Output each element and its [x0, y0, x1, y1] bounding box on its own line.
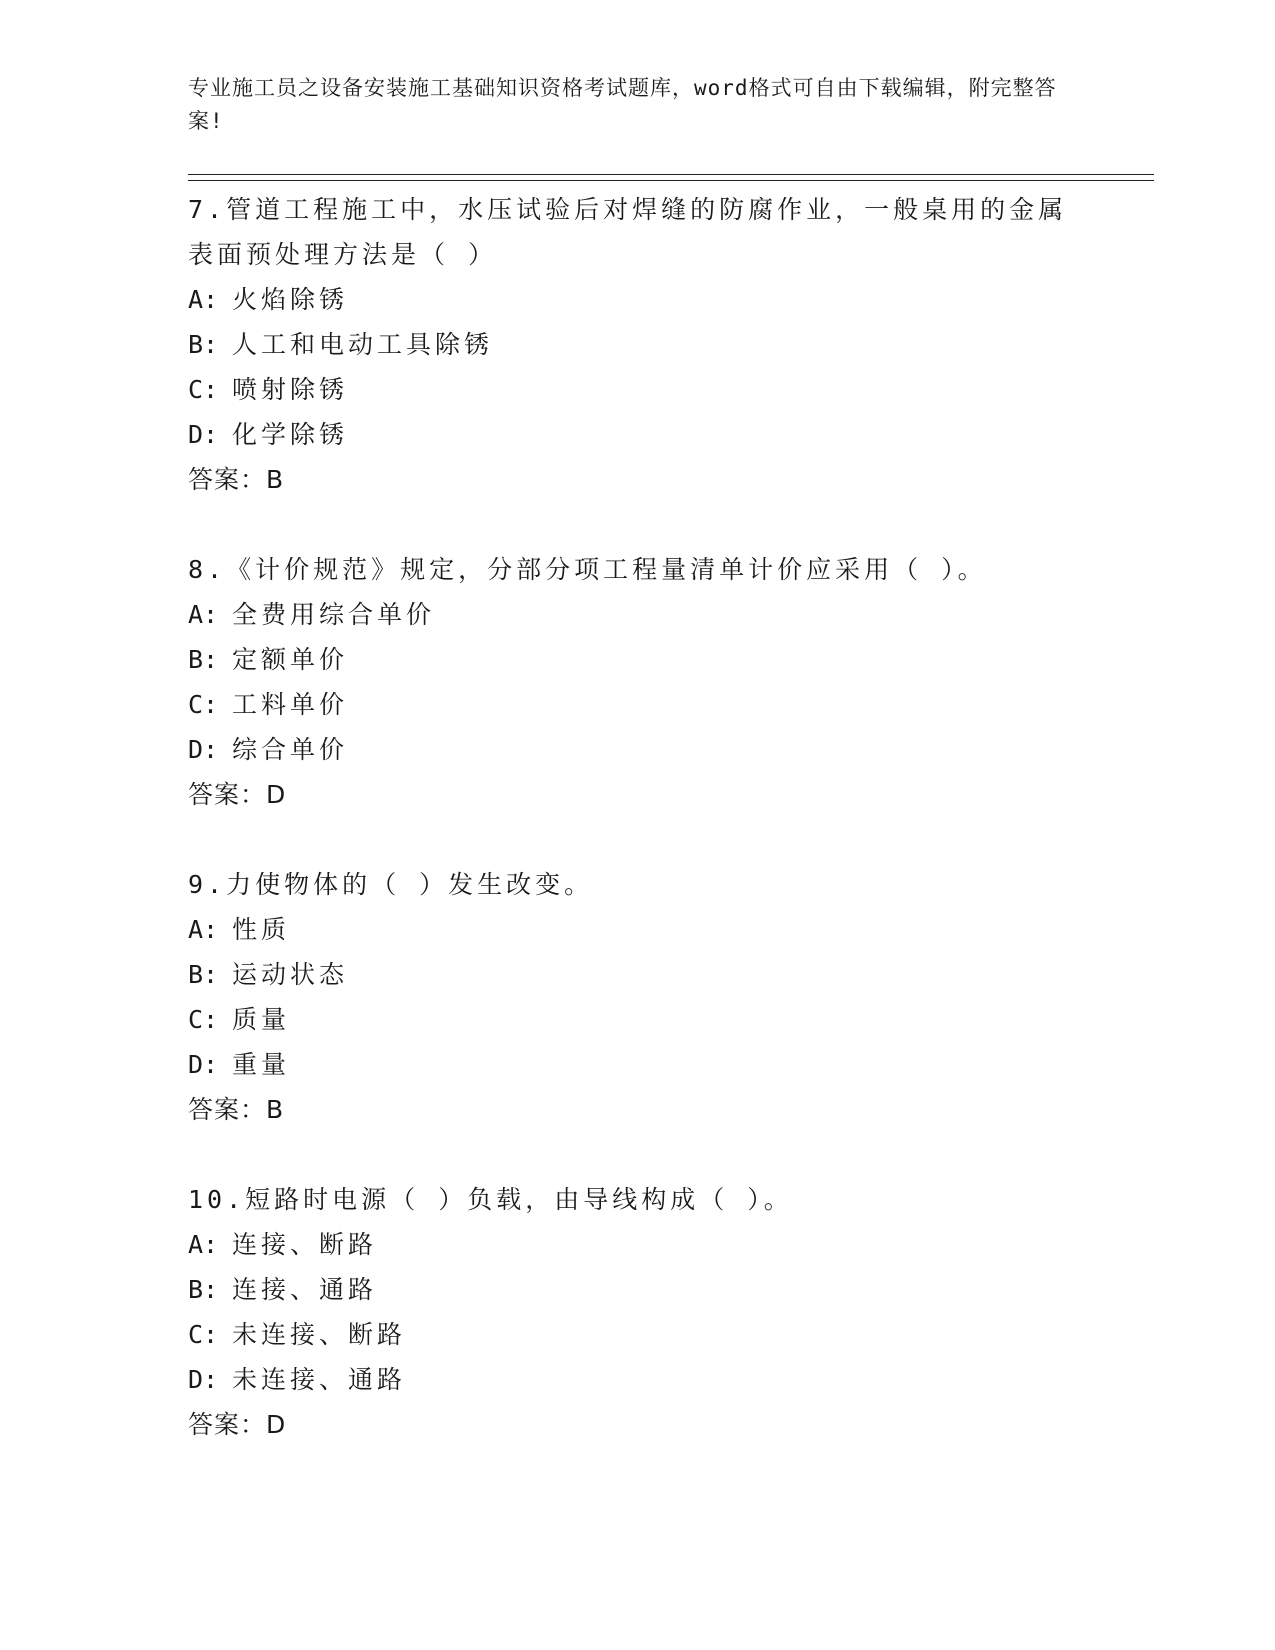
option-b: [188, 952, 1148, 997]
option-key: D:: [188, 1365, 219, 1394]
option-c: [188, 367, 1148, 412]
option-text: 化学除锈: [232, 420, 349, 449]
question-stem: 10.短路时电源（ ）负载，由导线构成（ ）。: [188, 1185, 793, 1214]
option-key: C:: [188, 690, 219, 719]
option-key: A:: [188, 600, 219, 629]
option-a: [188, 592, 1148, 637]
option-list: [188, 592, 1148, 772]
option-key: B:: [188, 1275, 219, 1304]
option-text: 喷射除锈: [232, 375, 349, 404]
option-list: [188, 1222, 1148, 1402]
option-list: [188, 907, 1148, 1087]
option-key: D:: [188, 735, 219, 764]
option-text: 连接、通路: [232, 1275, 378, 1304]
header-double-rule: [188, 174, 1154, 181]
option-b: [188, 322, 1148, 367]
option-d: [188, 412, 1148, 457]
question-8: [188, 547, 1148, 817]
option-a: [188, 907, 1148, 952]
option-text: 人工和电动工具除锈: [232, 330, 494, 359]
option-key: D:: [188, 1050, 219, 1079]
option-list: [188, 277, 1148, 457]
option-key: C:: [188, 1005, 219, 1034]
option-key: B:: [188, 645, 219, 674]
option-c: [188, 997, 1148, 1042]
option-text: 定额单价: [232, 645, 349, 674]
question-list: [188, 187, 1148, 1447]
option-b: [188, 1267, 1148, 1312]
option-text: 全费用综合单价: [232, 600, 436, 629]
option-text: 质量: [232, 1005, 291, 1034]
option-text: 重量: [232, 1050, 291, 1079]
option-key: C:: [188, 1320, 219, 1349]
option-key: A:: [188, 1230, 219, 1259]
answer-line: 答案：D: [188, 1410, 287, 1439]
option-key: A:: [188, 915, 219, 944]
option-key: D:: [188, 420, 219, 449]
answer-line: 答案：B: [188, 1095, 285, 1124]
option-key: B:: [188, 330, 219, 359]
option-text: 性质: [232, 915, 291, 944]
option-c: [188, 1312, 1148, 1357]
option-text: 未连接、断路: [232, 1320, 407, 1349]
option-key: C:: [188, 375, 219, 404]
answer-line: 答案：B: [188, 465, 285, 494]
option-b: [188, 637, 1148, 682]
question-9: [188, 862, 1148, 1132]
question-stem: 8.《计价规范》规定，分部分项工程量清单计价应采用（ ）。: [188, 555, 987, 584]
option-text: 火焰除锈: [232, 285, 349, 314]
option-d: [188, 1357, 1148, 1402]
answer-line: 答案：D: [188, 780, 287, 809]
option-c: [188, 682, 1148, 727]
option-d: [188, 727, 1148, 772]
question-10: [188, 1177, 1148, 1447]
document-page: [188, 72, 1148, 1492]
option-key: A:: [188, 285, 219, 314]
option-text: 综合单价: [232, 735, 349, 764]
option-text: 未连接、通路: [232, 1365, 407, 1394]
option-d: [188, 1042, 1148, 1087]
option-a: [188, 1222, 1148, 1267]
option-key: B:: [188, 960, 219, 989]
question-stem: 7.管道工程施工中，水压试验后对焊缝的防腐作业，一般桌用的金属表面预处理方法是（ ）: [188, 195, 1068, 269]
question-7: [188, 187, 1148, 502]
question-stem: 9.力使物体的（ ）发生改变。: [188, 870, 594, 899]
document-header: 专业施工员之设备安装施工基础知识资格考试题库，word格式可自由下载编辑，附完整答案!: [188, 76, 1057, 133]
option-text: 工料单价: [232, 690, 349, 719]
option-text: 连接、断路: [232, 1230, 378, 1259]
option-a: [188, 277, 1148, 322]
option-text: 运动状态: [232, 960, 349, 989]
